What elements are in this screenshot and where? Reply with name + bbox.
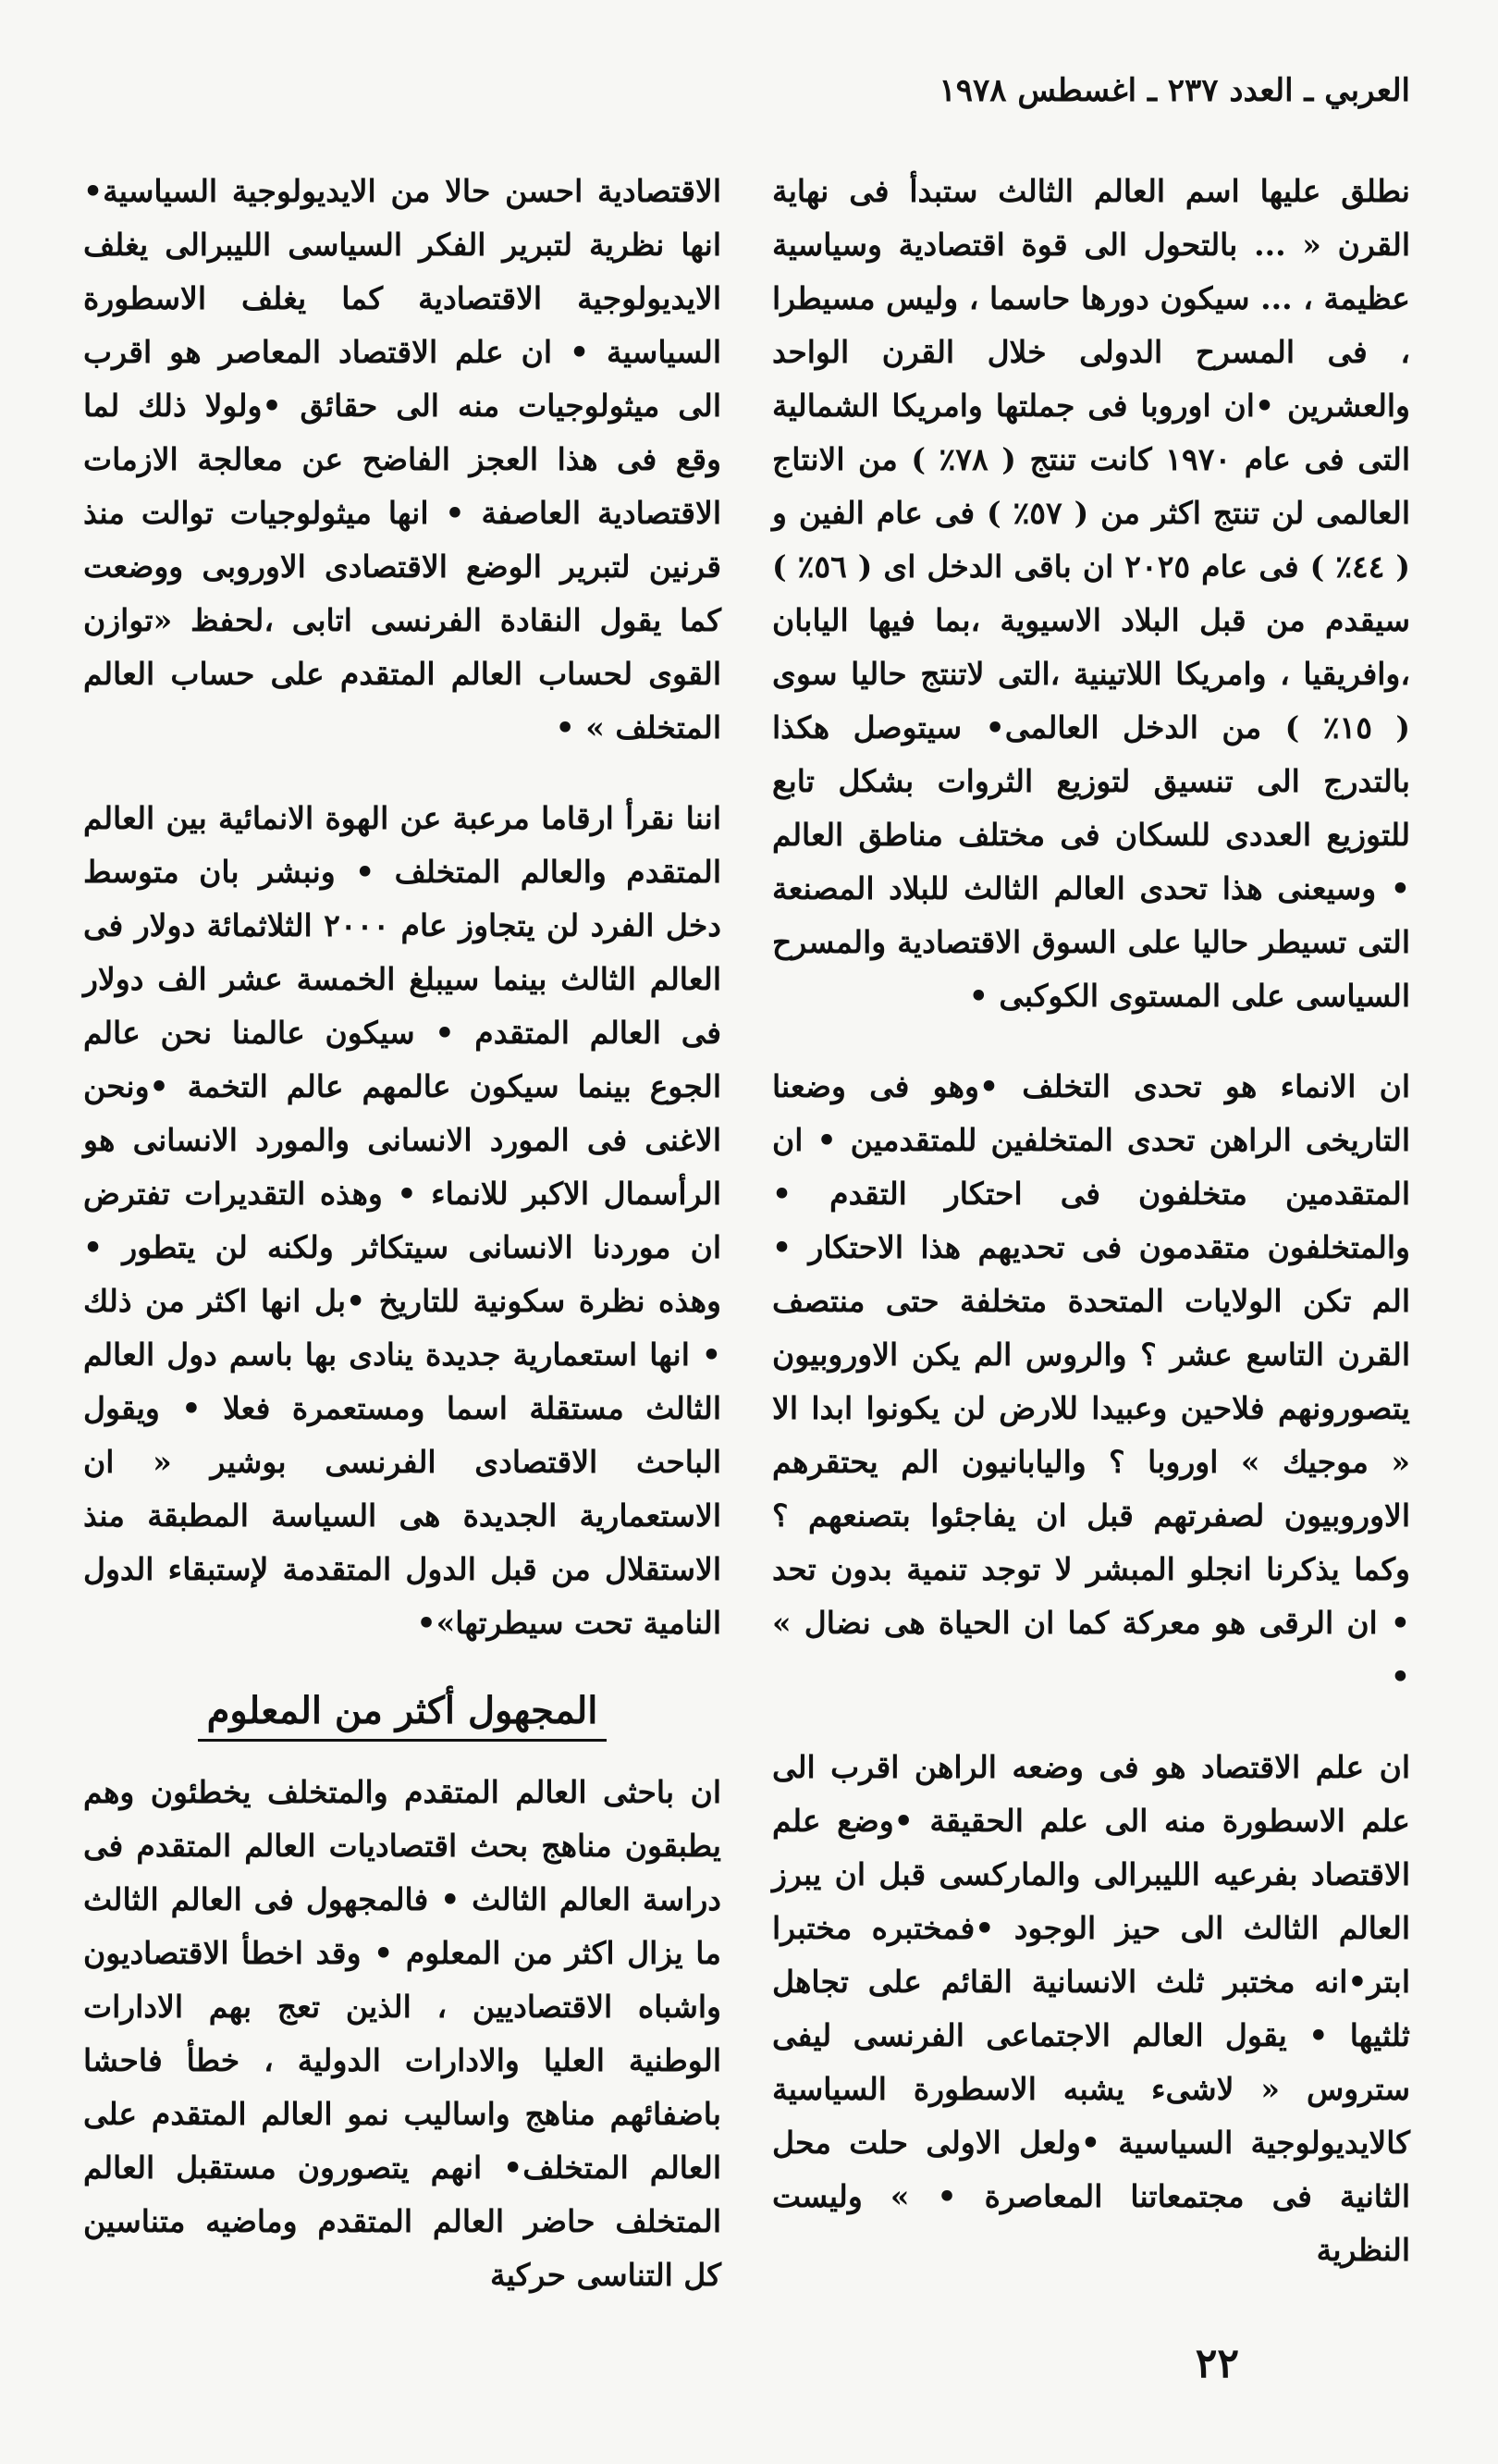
right-paragraph-1: نطلق عليها اسم العالم الثالث ستبدأ فى نهاية القرن « ... بالتحول الى قوة اقتصادية وسياسية عظيمة ، ... سيكون دورها حاسما ، وليس مسيطرا ، فى المسرح الدولى خلال القرن الواحد والعشرين •ان اوروبا فى جملتها وامريكا الشمالية التى فى عام ١٩٧٠ كانت تنتج ( ٧٨٪ ) من الانتاج العالمى لن تنتج اكثر من ( ٥٧٪ ) فى عام الفين و ( ٤٤٪ ) فى عام ٢٠٢٥ ان باقى الدخل اى ( ٥٦٪ ) سيقدم من قبل البلاد الاسيوية ،بما فيها اليابان ،وافريقيا ، وامريكا اللاتينية ،التى لاتنتج حاليا سوى ( ١٥٪ ) من الدخل العالمى• سيتوصل هكذا بالتدرج الى تنسيق لتوزيع الثروات بشكل تابع للتوزيع العددى للسكان فى مختلف مناطق العالم • وسيعنى هذا تحدى العالم الثالث للبلاد المصنعة التى تسيطر حاليا على السوق الاقتصادية والمسرح السياسى على المستوى الكوكبى • bbox=[772, 173, 1410, 1014]
page-number: ٢٢ bbox=[1195, 2340, 1239, 2387]
section-heading bbox=[83, 1683, 721, 1742]
left-paragraph-2: اننا نقرأ ارقاما مرعبة عن الهوة الانمائية بين العالم المتقدم والعالم المتخلف • ونبشر بان متوسط دخل الفرد لن يتجاوز عام ٢٠٠٠ الثلاثمائة دولار فى العالم الثالث بينما سيبلغ الخمسة عشر الف دولار فى العالم المتقدم • سيكون عالمنا نحن عالم الجوع بينما سيكون عالمهم عالم التخمة •ونحن الاغنى فى المورد الانسانى والمورد الانسانى هو الرأسمال الاكبر للانماء • وهذه التقديرات تفترض ان موردنا الانسانى سيتكاثر ولكنه لن يتطور • وهذه نظرة سكونية للتاريخ •بل انها اكثر من ذلك • انها استعمارية جديدة ينادى بها باسم دول العالم الثالث مستقلة اسما ومستعمرة فعلا • ويقول الباحث الاقتصادى الفرنسى بوشير « ان الاستعمارية الجديدة هى السياسة المطبقة منذ الاستقلال من قبل الدول المتقدمة لإستبقاء الدول النامية تحت سيطرتها»• bbox=[83, 800, 722, 1641]
right-column bbox=[772, 165, 1410, 2277]
section-heading-text: المجهول أكثر من المعلوم bbox=[198, 1683, 608, 1742]
left-paragraph-3: ان باحثى العالم المتقدم والمتخلف يخطئون وهم يطبقون مناهج بحث اقتصاديات العالم المتقدم فى دراسة العالم الثالث • فالمجهول فى العالم الثالث ما يزال اكثر من المعلوم • وقد اخطأ الاقتصاديون واشباه الاقتصاديين ، الذين تعج بهم الادارات الوطنية العليا والادارات الدولية ، خطأ فاحشا باضفائهم مناهج واساليب نمو العالم المتقدم على العالم المتخلف• انهم يتصورون مستقبل العالم المتخلف حاضر العالم المتقدم وماضيه متناسين كل التناسى حركية bbox=[83, 1774, 721, 2293]
left-column bbox=[83, 165, 721, 2302]
right-paragraph-3: ان علم الاقتصاد هو فى وضعه الراهن اقرب الى علم الاسطورة منه الى علم الحقيقة •وضع علم الاقتصاد بفرعيه الليبرالى والماركسى قبل ان يبرز العالم الثالث الى حيز الوجود •فمختبره مختبرا ابتر•انه مختبر ثلث الانسانية القائم على تجاهل ثلثيها • يقول العالم الاجتماعى الفرنسى ليفى ستروس « لاشىء يشبه الاسطورة السياسية كالايديولوجية السياسية •ولعل الاولى حلت محل الثانية فى مجتمعاتنا المعاصرة • » وليست النظرية bbox=[772, 1749, 1410, 2268]
left-paragraph-1: الاقتصادية احسن حالا من الايديولوجية السياسية• انها نظرية لتبرير الفكر السياسى الليبرالى يغلف الايديولوجية الاقتصادية كما يغلف الاسطورة السياسية • ان علم الاقتصاد المعاصر هو اقرب الى ميثولوجيات منه الى حقائق •ولولا ذلك لما وقع فى هذا العجز الفاضح عن معالجة الازمات الاقتصادية العاصفة • انها ميثولوجيات توالت منذ قرنين لتبرير الوضع الاقتصادى الاوروبى ووضعت كما يقول النقادة الفرنسى اتابى ،لحفظ «توازن القوى لحساب العالم المتقدم على حساب العالم المتخلف » • bbox=[83, 173, 721, 745]
right-paragraph-2: ان الانماء هو تحدى التخلف •وهو فى وضعنا التاريخى الراهن تحدى المتخلفين للمتقدمين • ان المتقدمين متخلفون فى احتكار التقدم • والمتخلفون متقدمون فى تحديهم هذا الاحتكار • الم تكن الولايات المتحدة متخلفة حتى منتصف القرن التاسع عشر ؟ والروس الم يكن الاوروبيون يتصورونهم فلاحين وعبيدا للارض لن يكونوا ابدا الا « موجيك » اوروبا ؟ واليابانيون الم يحتقرهم الاوروبيون لصفرتهم قبل ان يفاجئوا بتصنعهم ؟ وكما يذكرنا انجلو المبشر لا توجد تنمية بدون تحد • ان الرقى هو معركة كما ان الحياة هى نضال » • bbox=[772, 1068, 1410, 1694]
running-header: العربي ـ العدد ٢٣٧ ـ اغسطس ١٩٧٨ bbox=[939, 72, 1410, 109]
